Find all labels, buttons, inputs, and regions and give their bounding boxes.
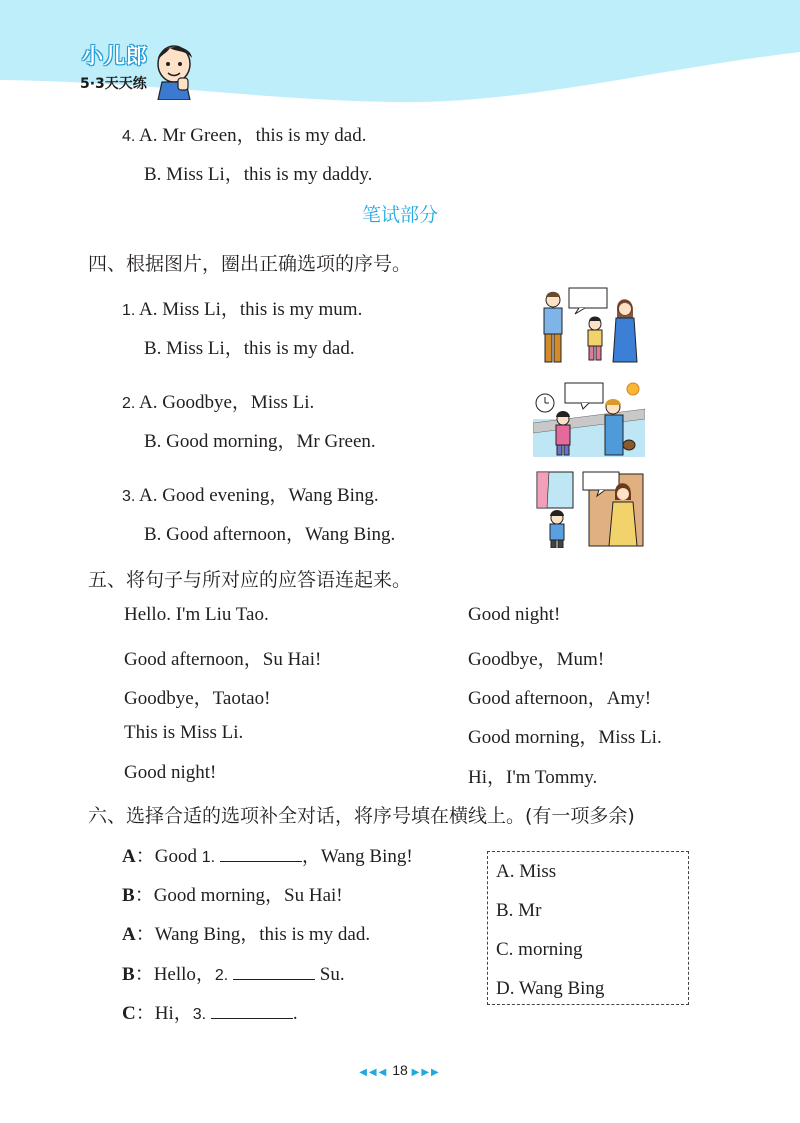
option-b: B. Mr [496, 900, 542, 921]
s4-item1-option-a: 1. A. Miss Li，this is my mum. [122, 299, 363, 320]
s5-left-5: Good night! [124, 762, 217, 783]
next-arrows-icon: ▶▶▶ [411, 1067, 441, 1078]
picture-home-greeting-illustration [533, 470, 645, 548]
logo-title: 小儿郎 [82, 44, 148, 68]
s5-right-2: Goodbye，Mum! [468, 649, 605, 670]
picture-family-illustration [533, 286, 645, 364]
s6-dialogue-line-4: B：Hello，2. Su. [122, 959, 345, 986]
s4-item1-option-b: B. Miss Li，this is my dad. [144, 338, 355, 359]
option-a: A. Miss [496, 861, 557, 882]
options-box [487, 851, 689, 1005]
prev-arrows-icon: ◀◀◀ [359, 1067, 389, 1078]
written-part-title: 笔试部分 [361, 204, 438, 226]
s4-item2-option-a: 2. A. Goodbye，Miss Li. [122, 392, 315, 413]
answer-blank-3[interactable] [211, 1000, 293, 1019]
section5-title: 五、将句子与所对应的应答语连起来。 [88, 569, 412, 591]
answer-blank-1[interactable] [220, 843, 302, 862]
q4-option-b: B. Miss Li，this is my daddy. [144, 164, 373, 185]
s5-right-3: Good afternoon，Amy! [468, 688, 652, 709]
s6-dialogue-line-1: A：Good 1. ，Wang Bing! [122, 841, 413, 868]
page-footer [0, 1062, 800, 1078]
option-c: C. morning [496, 939, 583, 960]
s4-item3-option-b: B. Good afternoon，Wang Bing. [144, 524, 396, 545]
s6-dialogue-line-3: A：Wang Bing，this is my dad. [122, 924, 371, 945]
s4-item3-option-a: 3. A. Good evening，Wang Bing. [122, 485, 379, 506]
section6-title: 六、选择合适的选项补全对话，将序号填在横线上。(有一项多余) [88, 805, 635, 827]
logo-subtitle: 5·3天天练 [80, 76, 147, 92]
picture-morning-greeting-illustration [533, 379, 645, 457]
option-d: D. Wang Bing [496, 978, 605, 999]
section4-title: 四、根据图片，圈出正确选项的序号。 [88, 253, 412, 275]
s5-left-4: This is Miss Li. [124, 722, 244, 743]
s6-dialogue-line-5: C：Hi，3. . [122, 998, 298, 1025]
answer-blank-2[interactable] [233, 961, 315, 980]
s5-right-5: Hi，I'm Tommy. [468, 767, 598, 788]
mascot-boy-icon [150, 40, 198, 100]
s6-dialogue-line-2: B：Good morning，Su Hai! [122, 885, 343, 906]
q4-option-a: 4. A. Mr Green，this is my dad. [122, 125, 367, 146]
s5-right-4: Good morning，Miss Li. [468, 727, 662, 748]
s5-left-2: Good afternoon，Su Hai! [124, 649, 322, 670]
s4-item2-option-b: B. Good morning，Mr Green. [144, 431, 376, 452]
s5-left-3: Goodbye，Taotao! [124, 688, 271, 709]
s5-right-1: Good night! [468, 604, 561, 625]
page-number: 18 [392, 1062, 408, 1078]
s5-left-1: Hello. I'm Liu Tao. [124, 604, 269, 625]
